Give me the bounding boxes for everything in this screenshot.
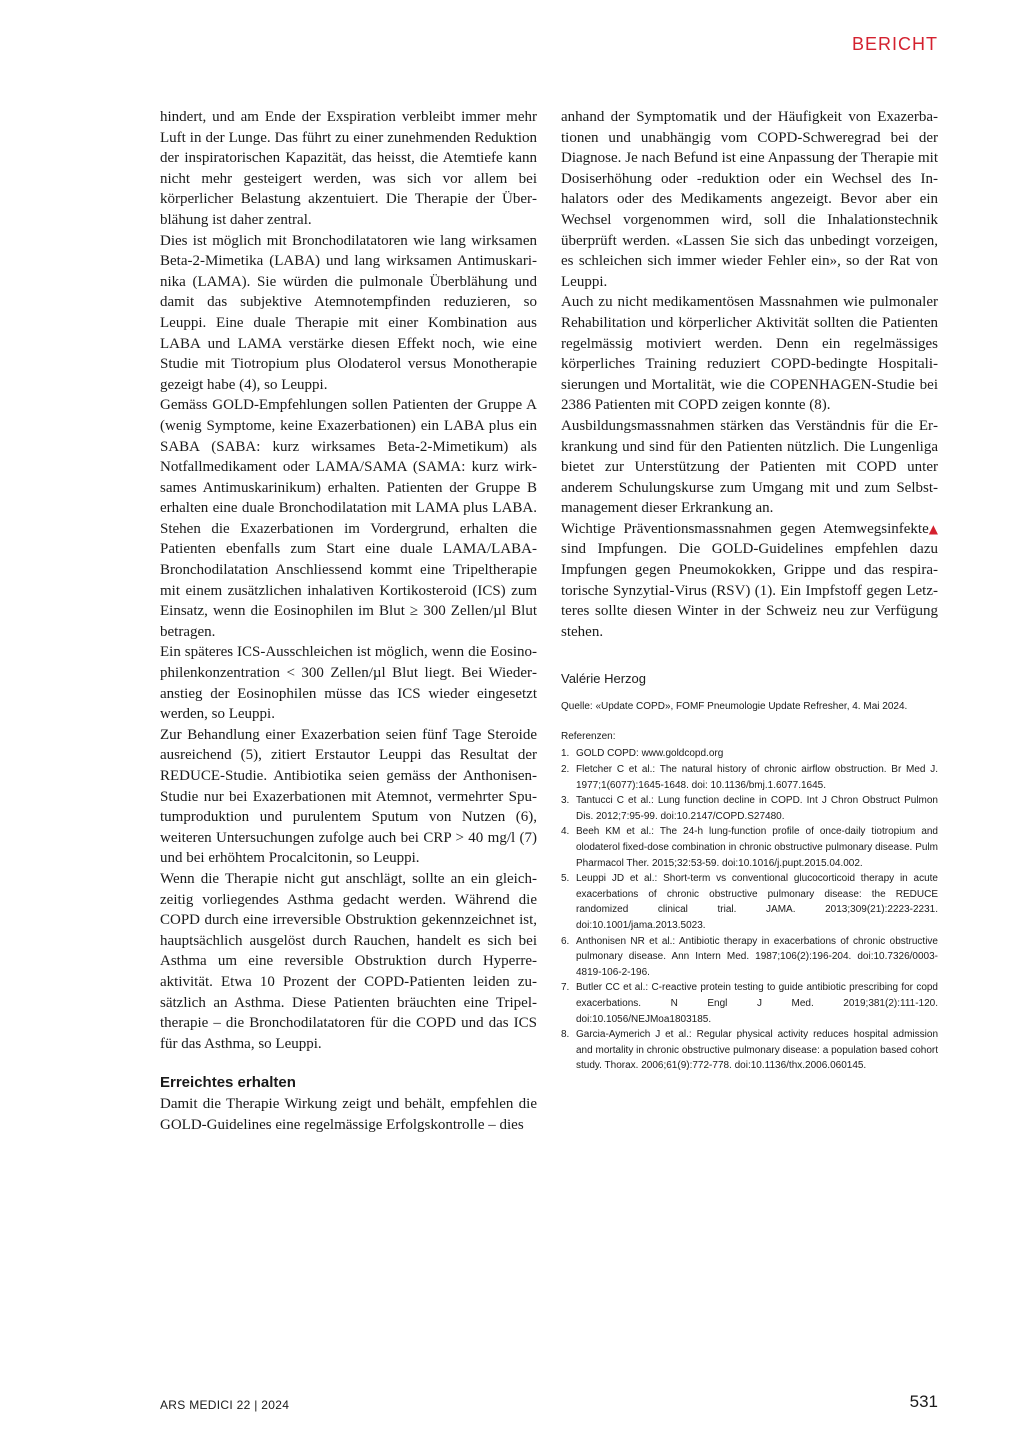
reference-number: 6. [561, 935, 570, 947]
reference-number: 3. [561, 795, 570, 807]
reference-number: 4. [561, 826, 570, 838]
journal-footer: ARS MEDICI 22 | 2024 [160, 1398, 290, 1412]
left-column [160, 107, 537, 1135]
body-paragraph: Dies ist möglich mit Bronchodilatatoren wie lang wirksamen Beta-2-Mimetika (LABA) und lang wirksamen Antimuskarinika (LAMA). Sie würden die pulmonale Überblähung und damit das subjektive Atemnotempfinden reduzieren, so Leuppi. Eine duale Therapie mit einer Kombination aus LABA und LAMA verstärke diesen Effekt noch, wie eine Studie mit Tiotropium plus Olodaterol versus Monotherapie gezeigt habe (4), so Leuppi. [160, 232, 537, 393]
body-paragraph: Wenn die Therapie nicht gut anschlägt, sollte an ein gleichzeitig vorliegendes Asthma gedacht werden. Während die COPD durch eine irreversible Obstruktion gekennzeichnet ist, hauptsächlich ausgelöst durch Rauchen, handelt es sich bei Asthma um eine reversible Obstruktion durch Hyperreaktivität. Etwa 10 Prozent der COPD-Patienten leiden zusätzlich an Asthma. Diese Patienten bräuchten eine Tripeltherapie – die Bronchodilatatoren für die COPD und das ICS für das Asthma, so Leuppi. [160, 870, 537, 1052]
author-name: Valérie Herzog [561, 671, 647, 687]
reference-item [561, 980, 938, 1027]
references-title: Referenzen: [561, 731, 616, 743]
body-paragraph: Damit die Therapie Wirkung zeigt und behält, empfehlen die GOLD-Guidelines eine regelmässige Erfolgskontrolle – dies [160, 1095, 537, 1133]
reference-text: Fletcher C et al.: The natural history of chronic airflow obstruction. Br Med J. 1977;1(6077):1645-1648. doi: 10.1136/bmj.1.6077.1645. [576, 764, 938, 791]
reference-item [561, 934, 938, 981]
body-paragraph-text: Wichtige Präventionsmassnahmen gegen Atemwegsinfekte sind Impfungen. Die GOLD-Guidelines empfehlen dazu Impfungen gegen Pneumokokken, Grippe und das respiratorische Synzytial-Virus (RSV) (1). Ein Impfstoff gegen Letzteres sollte diesen Winter in der Schweiz neu zur Verfügung stehen. [561, 520, 938, 640]
reference-number: 7. [561, 982, 570, 994]
body-paragraph: Zur Behandlung einer Exazerbation seien fünf Tage Steroide ausreichend (5), zitiert Erstautor Leuppi das Resultat der REDUCE-Studie. Antibiotika seien gemäss der Anthonisen-Studie nur bei Exazerbationen mit Atemnot, vermehrter Sputumproduktion und purulentem Sputum von Nutzen (6), weiteren Untersuchungen zufolge auch bei CRP > 40 mg/l (7) und bei erhöhtem Procalcitonin, so Leuppi. [160, 726, 537, 867]
reference-item [561, 762, 938, 793]
body-paragraph: Ausbildungsmassnahmen stärken das Verständnis für die Erkrankung und sind für den Patienten nützlich. Die Lungenliga bietet zur Unterstützung der Patienten mit COPD unter anderem Schulungskurse zum Umgang mit und zum Selbstmanagement dieser Erkrankung an. [561, 417, 938, 517]
reference-text: Beeh KM et al.: The 24-h lung-function profile of once-daily tiotropium and olodaterol fixed-dose combination in chronic obstructive pulmonary disease. Pulm Pharmacol Ther. 2015;32:53-59. doi:10.1016/j.pupt.2015.04.002. [576, 826, 938, 869]
reference-text: Garcia-Aymerich J et al.: Regular physical activity reduces hospital admission and mortality in chronic obstructive pulmonary disease: a population based cohort study. Thorax. 2006;61(9):772-778. doi:10.1136/thx.2006.060145. [576, 1029, 938, 1072]
right-column [561, 107, 938, 1074]
reference-item [561, 1027, 938, 1074]
body-paragraph: Gemäss GOLD-Empfehlungen sollen Patienten der Gruppe A (wenig Symptome, keine Exazerbationen) ein LABA plus ein SABA (SABA: kurz wirksames Beta-2-Mimetikum) als Notfallmedikament oder LAMA/SAMA (SAMA: kurz wirksames Antimuskarinikum) erhalten. Patienten der Gruppe B erhalten eine duale Bronchodilatation mit LAMA plus LABA. Stehen die Exazerbationen im Vordergrund, erhalten die Patienten ebenfalls zum Start eine duale LAMA/LABA-Bronchodilatation Anschliessend kommt eine Tripeltherapie mit einem zusätzlichen inhalativen Kortikosteroid (ICS) zum Einsatz, wenn die Eosinophilen im Blut ≥ 300 Zellen/µl Blut betragen. [160, 397, 537, 640]
reference-text: Butler CC et al.: C-reactive protein testing to guide antibiotic prescribing for copd exacerbations. N Engl J Med. 2019;381(2):111-120. doi:10.1056/NEJMoa1803185. [576, 982, 938, 1025]
reference-item [561, 871, 938, 933]
reference-number: 8. [561, 1029, 570, 1041]
body-paragraph [561, 519, 938, 643]
body-paragraph: hindert, und am Ende der Exspiration verbleibt immer mehr Luft in der Lunge. Das führt zu einer zunehmenden Reduktion der inspiratorischen Kapazität, das heisst, die Atemtiefe kann nicht mehr gesteigert werden, was sich vor allem bei körperlicher Belastung akzentuiert. Die Therapie der Überblähung ist daher zentral. [160, 109, 537, 228]
body-paragraph: Auch zu nicht medikamentösen Massnahmen wie pulmonaler Rehabilitation und körperlicher Aktivität sollten die Patienten regelmässig motiviert werden. Denn ein regelmässiges körperliches Training reduziert COPD-bedingte Hospitalisierungen und Mortalität, wie die COPENHAGEN-Studie bei 2386 Patienten mit COPD zeigen konnte (8). [561, 294, 938, 414]
subheading: Erreichtes erhalten [160, 1074, 296, 1092]
reference-text: Leuppi JD et al.: Short-term vs conventional glucocorticoid therapy in acute exacerbations of chronic obstructive pulmonary disease: the REDUCE randomized clinical trial. JAMA. 2013;309(21):2223-2231. doi:10.1001/jama.2013.5023. [576, 873, 938, 931]
end-mark-icon: ▲ [928, 521, 938, 536]
references-list [561, 746, 938, 1073]
reference-item [561, 824, 938, 871]
source-note: Quelle: «Update COPD», FOMF Pneumologie Update Refresher, 4. Mai 2024. [561, 701, 908, 713]
reference-text: Anthonisen NR et al.: Antibiotic therapy in exacerbations of chronic obstructive pulmonary disease. Ann Intern Med. 1987;106(2):196-204. doi:10.7326/0003-4819-106-2-196. [576, 935, 938, 978]
reference-number: 2. [561, 764, 570, 776]
section-label: BERICHT [851, 34, 938, 54]
reference-number: 1. [561, 748, 570, 760]
reference-number: 5. [561, 873, 570, 885]
page-number: 531 [909, 1392, 938, 1411]
body-paragraph: anhand der Symptomatik und der Häufigkeit von Exazerbationen und unabhängig vom COPD-Schweregrad bei der Diagnose. Je nach Befund ist eine Anpassung der Therapie mit Dosiserhöhung oder -reduktion oder ein Wechsel des Inhalators oder des Medikaments angezeigt. Bevor aber ein Wechsel vorgenommen wird, soll die Inhalationstechnik überprüft werden. «Lassen Sie sich das unbedingt vorzeigen, es schleichen sich immer wieder Fehler ein», so der Rat von Leuppi. [561, 109, 938, 290]
reference-text: Tantucci C et al.: Lung function decline in COPD. Int J Chron Obstruct Pulmon Dis. 2012;7:95-99. doi:10.2147/COPD.S27480. [576, 795, 938, 822]
body-paragraph: Ein späteres ICS-Ausschleichen ist möglich, wenn die Eosinophilenkonzentration < 300 Zellen/µl Blut liegt. Bei Wiederanstieg der Eosinophilen müsse das ICS wieder eingesetzt werden, so Leuppi. [160, 644, 537, 723]
reference-item [561, 746, 938, 762]
reference-text: GOLD COPD: www.goldcopd.org [576, 748, 724, 760]
reference-item [561, 793, 938, 824]
